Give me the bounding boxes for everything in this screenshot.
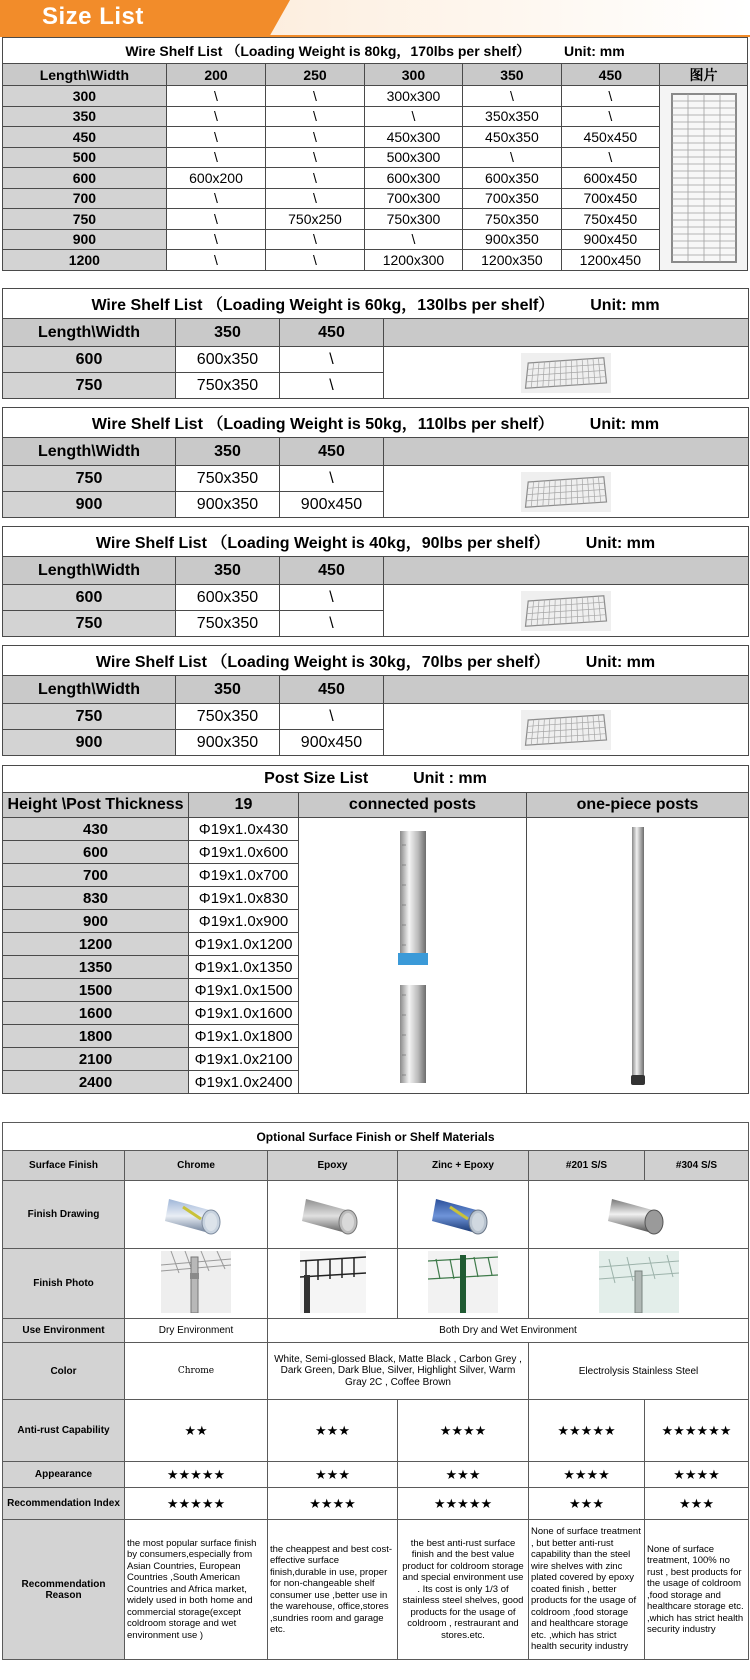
wire80-size-cell: \ bbox=[166, 106, 266, 127]
wire80-size-cell: 750x350 bbox=[463, 209, 561, 230]
post-height-cell: 900 bbox=[3, 910, 189, 933]
size-list-banner bbox=[0, 0, 750, 36]
wire80-title: Wire Shelf List （Loading Weight is 80kg，170lbs per shelf） bbox=[125, 42, 531, 59]
stainless-tube-icon bbox=[604, 1187, 674, 1239]
wire80-shelf-image bbox=[660, 86, 748, 271]
reason-201-ss: None of surface treatment , but better anti-rust capability than the steel wire shelves with zinc plated covered by epoxy coated finish , better products for the usage of coldroom ,food storage and healthcare storage etc. ,which has strict health security industry bbox=[529, 1520, 645, 1660]
wire80-size-cell: 1200x450 bbox=[561, 250, 659, 271]
wire80-size-cell: \ bbox=[463, 86, 561, 107]
wire80-size-cell: \ bbox=[364, 229, 462, 250]
wire80-size-cell: 500x300 bbox=[364, 147, 462, 168]
stainless-shelf-photo-icon bbox=[599, 1251, 679, 1313]
wire30-size-cell: 900x450 bbox=[280, 730, 384, 756]
wire40-row bbox=[3, 585, 749, 611]
epoxy-tube-icon bbox=[298, 1187, 368, 1239]
post-height-cell: 1800 bbox=[3, 1025, 189, 1048]
wire40-unit: Unit: mm bbox=[585, 535, 656, 552]
wire30-width-header: 350 bbox=[176, 676, 280, 704]
color-label: Color bbox=[3, 1343, 125, 1400]
wire80-length-cell: 750 bbox=[3, 209, 167, 230]
finish-photo-label: Finish Photo bbox=[3, 1249, 125, 1319]
wire80-size-cell: 750x300 bbox=[364, 209, 462, 230]
antirust-rating: ★★★★★ bbox=[529, 1400, 645, 1462]
recommend-rating: ★★★ bbox=[645, 1488, 749, 1520]
wire40-title: Wire Shelf List （Loading Weight is 40kg，90lbs per shelf） bbox=[95, 535, 550, 552]
post-height-cell: 600 bbox=[3, 841, 189, 864]
wire80-width-header: 350 bbox=[463, 64, 561, 86]
wire80-size-cell: \ bbox=[166, 188, 266, 209]
wire60-size-cell: 750x350 bbox=[176, 373, 280, 399]
wire60-row bbox=[3, 347, 749, 373]
antirust-label: Anti-rust Capability bbox=[3, 1400, 125, 1462]
wire60-image-header bbox=[384, 319, 749, 347]
connected-posts-header: connected posts bbox=[299, 793, 527, 818]
material-201-ss: #201 S/S bbox=[529, 1151, 645, 1181]
appearance-rating: ★★★ bbox=[268, 1462, 398, 1488]
chrome-drawing bbox=[125, 1181, 268, 1249]
wire-shelf-icon bbox=[521, 353, 611, 393]
wire60-title-cell bbox=[3, 289, 749, 319]
wire50-length-cell: 900 bbox=[3, 492, 176, 518]
material-epoxy: Epoxy bbox=[268, 1151, 398, 1181]
wire50-unit: Unit: mm bbox=[589, 416, 660, 433]
epoxy-photo bbox=[268, 1249, 398, 1319]
wire80-width-header: 250 bbox=[266, 64, 364, 86]
wire80-image-header: 图片 bbox=[660, 64, 748, 86]
wire40-size-cell: 600x350 bbox=[176, 585, 280, 611]
use-env-label: Use Environment bbox=[3, 1319, 125, 1343]
wire40-image-header bbox=[384, 557, 749, 585]
wire80-size-cell: \ bbox=[266, 250, 364, 271]
wire80-size-cell: \ bbox=[166, 86, 266, 107]
wire50-title: Wire Shelf List （Loading Weight is 50kg，110lbs per shelf） bbox=[91, 416, 554, 433]
wire80-size-cell: 750x450 bbox=[561, 209, 659, 230]
wire80-size-cell: 1200x350 bbox=[463, 250, 561, 271]
wire40-title-cell bbox=[3, 527, 749, 557]
wire40-width-header: 450 bbox=[280, 557, 384, 585]
color-epoxy: White, Semi-glossed Black, Matte Black , Carbon Grey , Dark Green, Dark Blue, Silver, Highlight Silver, Warm Gray 2C , Coffee Brown bbox=[268, 1343, 529, 1400]
recommend-index-label: Recommendation Index bbox=[3, 1488, 125, 1520]
recommend-rating: ★★★★★ bbox=[398, 1488, 529, 1520]
wire80-size-cell: 700x300 bbox=[364, 188, 462, 209]
banner-title: Size List bbox=[42, 3, 144, 30]
wire80-size-cell: \ bbox=[561, 86, 659, 107]
wire-shelf-80kg-table bbox=[2, 37, 748, 271]
post-title-cell bbox=[3, 766, 749, 793]
wire50-length-cell: 750 bbox=[3, 466, 176, 492]
color-chrome: Chrome bbox=[125, 1343, 268, 1400]
wire80-length-cell: 450 bbox=[3, 127, 167, 148]
wire80-size-cell: \ bbox=[266, 86, 364, 107]
wire80-size-cell: \ bbox=[266, 188, 364, 209]
post-height-cell: 2400 bbox=[3, 1071, 189, 1094]
wire80-size-cell: \ bbox=[266, 168, 364, 189]
wire40-size-cell: \ bbox=[280, 585, 384, 611]
post-spec-cell: Φ19x1.0x1500 bbox=[189, 979, 299, 1002]
post-spec-cell: Φ19x1.0x1800 bbox=[189, 1025, 299, 1048]
env-both: Both Dry and Wet Environment bbox=[268, 1319, 749, 1343]
post-spec-cell: Φ19x1.0x900 bbox=[189, 910, 299, 933]
wire80-length-cell: 500 bbox=[3, 147, 167, 168]
wire80-length-cell: 600 bbox=[3, 168, 167, 189]
wire60-length-cell: 750 bbox=[3, 373, 176, 399]
wire80-size-cell: 600x350 bbox=[463, 168, 561, 189]
wire30-width-header: 450 bbox=[280, 676, 384, 704]
wire80-size-cell: 600x450 bbox=[561, 168, 659, 189]
wire80-row bbox=[3, 86, 748, 107]
recommend-rating: ★★★★ bbox=[268, 1488, 398, 1520]
wire80-size-cell: \ bbox=[166, 209, 266, 230]
antirust-rating: ★★ bbox=[125, 1400, 268, 1462]
wire-shelf-60kg-table bbox=[2, 288, 749, 399]
wire40-corner-header: Length\Width bbox=[3, 557, 176, 585]
wire40-size-cell: 750x350 bbox=[176, 611, 280, 637]
wire80-corner-header: Length\Width bbox=[3, 64, 167, 86]
wire80-size-cell: 450x350 bbox=[463, 127, 561, 148]
wire80-size-cell: \ bbox=[166, 127, 266, 148]
post-height-cell: 1600 bbox=[3, 1002, 189, 1025]
wire50-width-header: 350 bbox=[176, 438, 280, 466]
wire30-image-header bbox=[384, 676, 749, 704]
ss-drawing bbox=[529, 1181, 749, 1249]
antirust-rating: ★★★ bbox=[268, 1400, 398, 1462]
post-spec-cell: Φ19x1.0x600 bbox=[189, 841, 299, 864]
wire50-width-header: 450 bbox=[280, 438, 384, 466]
onepiece-post-icon bbox=[618, 823, 658, 1089]
wire30-size-cell: \ bbox=[280, 704, 384, 730]
post-size-table bbox=[2, 765, 749, 1094]
finish-title: Optional Surface Finish or Shelf Materials bbox=[3, 1123, 749, 1151]
post-spec-cell: Φ19x1.0x700 bbox=[189, 864, 299, 887]
wire60-size-cell: \ bbox=[280, 373, 384, 399]
wire80-size-cell: 1200x300 bbox=[364, 250, 462, 271]
appearance-rating: ★★★★ bbox=[529, 1462, 645, 1488]
reason-chrome: the most popular surface finish by consumers,especially from Asian Countries, European Countries ,South American Countries and Africa market, widely used in both home and commercial storage(except coldroom storage and wet environment use ) bbox=[125, 1520, 268, 1660]
wire80-size-cell: \ bbox=[266, 229, 364, 250]
wire80-size-cell: 750x250 bbox=[266, 209, 364, 230]
wire80-size-cell: \ bbox=[166, 147, 266, 168]
wire80-size-cell: \ bbox=[266, 106, 364, 127]
material-zinc-epoxy: Zinc + Epoxy bbox=[398, 1151, 529, 1181]
wire80-width-header: 300 bbox=[364, 64, 462, 86]
wire40-shelf-image bbox=[384, 585, 749, 637]
wire80-size-cell: \ bbox=[166, 229, 266, 250]
tall-wire-shelf-icon bbox=[668, 90, 740, 266]
wire50-shelf-image bbox=[384, 466, 749, 518]
wire80-row bbox=[3, 229, 748, 250]
wire60-width-header: 350 bbox=[176, 319, 280, 347]
post-spec-cell: Φ19x1.0x2400 bbox=[189, 1071, 299, 1094]
post-height-cell: 1500 bbox=[3, 979, 189, 1002]
wire80-size-cell: 900x350 bbox=[463, 229, 561, 250]
wire50-size-cell: \ bbox=[280, 466, 384, 492]
post-height-cell: 700 bbox=[3, 864, 189, 887]
onepiece-posts-image bbox=[527, 818, 749, 1094]
wire80-size-cell: 600x200 bbox=[166, 168, 266, 189]
wire-shelf-icon bbox=[521, 710, 611, 750]
chrome-shelf-photo-icon bbox=[161, 1251, 231, 1313]
chrome-photo bbox=[125, 1249, 268, 1319]
wire80-width-header: 450 bbox=[561, 64, 659, 86]
wire80-row bbox=[3, 147, 748, 168]
wire60-length-cell: 600 bbox=[3, 347, 176, 373]
wire-shelf-icon bbox=[521, 591, 611, 631]
recommend-rating: ★★★ bbox=[529, 1488, 645, 1520]
post-height-cell: 1350 bbox=[3, 956, 189, 979]
color-ss: Electrolysis Stainless Steel bbox=[529, 1343, 749, 1400]
wire80-size-cell: \ bbox=[364, 106, 462, 127]
post-thickness-header: 19 bbox=[189, 793, 299, 818]
connected-post-icon bbox=[383, 825, 443, 1087]
wire60-size-cell: 600x350 bbox=[176, 347, 280, 373]
wire60-corner-header: Length\Width bbox=[3, 319, 176, 347]
wire40-width-header: 350 bbox=[176, 557, 280, 585]
post-title: Post Size List bbox=[264, 770, 369, 787]
wire50-size-cell: 750x350 bbox=[176, 466, 280, 492]
chrome-tube-icon bbox=[161, 1187, 231, 1239]
wire80-row bbox=[3, 168, 748, 189]
post-spec-cell: Φ19x1.0x1600 bbox=[189, 1002, 299, 1025]
wire80-width-header: 200 bbox=[166, 64, 266, 86]
appearance-rating: ★★★★ bbox=[645, 1462, 749, 1488]
wire50-size-cell: 900x350 bbox=[176, 492, 280, 518]
wire-shelf-40kg-table bbox=[2, 526, 749, 637]
post-height-cell: 2100 bbox=[3, 1048, 189, 1071]
zinc-epoxy-drawing bbox=[398, 1181, 529, 1249]
wire-shelf-30kg-table bbox=[2, 645, 749, 756]
wire80-row bbox=[3, 127, 748, 148]
reason-epoxy: the cheappest and best cost-effective surface finish,durable in use, proper for non-changeable shelf consumer use ,better use in the warehouse, office,stores ,sundries room and garage etc. bbox=[268, 1520, 398, 1660]
post-row bbox=[3, 818, 749, 841]
surface-finish-label: Surface Finish bbox=[3, 1151, 125, 1181]
material-304-ss: #304 S/S bbox=[645, 1151, 749, 1181]
recommend-rating: ★★★★★ bbox=[125, 1488, 268, 1520]
wire80-size-cell: \ bbox=[463, 147, 561, 168]
post-unit: Unit : mm bbox=[413, 770, 487, 787]
wire60-size-cell: \ bbox=[280, 347, 384, 373]
wire80-length-cell: 300 bbox=[3, 86, 167, 107]
wire80-length-cell: 1200 bbox=[3, 250, 167, 271]
wire30-length-cell: 900 bbox=[3, 730, 176, 756]
wire30-title-cell bbox=[3, 646, 749, 676]
wire80-title-cell bbox=[3, 38, 748, 64]
wire50-image-header bbox=[384, 438, 749, 466]
wire80-length-cell: 900 bbox=[3, 229, 167, 250]
wire30-row bbox=[3, 704, 749, 730]
appearance-label: Appearance bbox=[3, 1462, 125, 1488]
post-spec-cell: Φ19x1.0x430 bbox=[189, 818, 299, 841]
post-corner-header: Height \Post Thickness bbox=[3, 793, 189, 818]
ss-photo bbox=[529, 1249, 749, 1319]
reason-304-ss: None of surface treatment, 100% no rust , best products for the usage of coldroom ,food storage and healthcare storage etc. ,which has strict health security industry bbox=[645, 1520, 749, 1660]
wire80-size-cell: \ bbox=[561, 106, 659, 127]
wire40-length-cell: 600 bbox=[3, 585, 176, 611]
zinc-epoxy-photo bbox=[398, 1249, 529, 1319]
wire60-title: Wire Shelf List （Loading Weight is 60kg，130lbs per shelf） bbox=[91, 297, 555, 314]
connected-posts-image bbox=[299, 818, 527, 1094]
wire-shelf-icon bbox=[521, 472, 611, 512]
epoxy-shelf-photo-icon bbox=[300, 1251, 366, 1313]
wire30-title: Wire Shelf List （Loading Weight is 30kg，70lbs per shelf） bbox=[95, 654, 550, 671]
wire30-size-cell: 900x350 bbox=[176, 730, 280, 756]
zinc-epoxy-tube-icon bbox=[428, 1187, 498, 1239]
wire80-size-cell: 450x450 bbox=[561, 127, 659, 148]
wire30-unit: Unit: mm bbox=[585, 654, 656, 671]
post-spec-cell: Φ19x1.0x1350 bbox=[189, 956, 299, 979]
wire-shelf-50kg-table bbox=[2, 407, 749, 518]
wire80-size-cell: \ bbox=[166, 250, 266, 271]
antirust-rating: ★★★★ bbox=[398, 1400, 529, 1462]
wire50-size-cell: 900x450 bbox=[280, 492, 384, 518]
wire80-row bbox=[3, 250, 748, 271]
wire30-shelf-image bbox=[384, 704, 749, 756]
wire60-width-header: 450 bbox=[280, 319, 384, 347]
wire40-size-cell: \ bbox=[280, 611, 384, 637]
material-chrome: Chrome bbox=[125, 1151, 268, 1181]
wire80-row bbox=[3, 209, 748, 230]
appearance-rating: ★★★★★ bbox=[125, 1462, 268, 1488]
wire50-title-cell bbox=[3, 408, 749, 438]
post-spec-cell: Φ19x1.0x1200 bbox=[189, 933, 299, 956]
surface-finish-table bbox=[2, 1122, 749, 1660]
env-dry: Dry Environment bbox=[125, 1319, 268, 1343]
wire30-size-cell: 750x350 bbox=[176, 704, 280, 730]
reason-zinc-epoxy: the best anti-rust surface finish and the best value product for coldroom storage and special environment use . Its cost is only 1/3 of stainless steel shelves, good products for the usage of coldroom , restraurant and stores.etc. bbox=[398, 1520, 529, 1660]
wire80-size-cell: 350x350 bbox=[463, 106, 561, 127]
recommend-reason-label: Recommendation Reason bbox=[3, 1520, 125, 1660]
post-height-cell: 1200 bbox=[3, 933, 189, 956]
wire80-size-cell: 700x450 bbox=[561, 188, 659, 209]
wire80-size-cell: 700x350 bbox=[463, 188, 561, 209]
post-spec-cell: Φ19x1.0x2100 bbox=[189, 1048, 299, 1071]
onepiece-posts-header: one-piece posts bbox=[527, 793, 749, 818]
wire80-length-cell: 700 bbox=[3, 188, 167, 209]
wire80-size-cell: 450x300 bbox=[364, 127, 462, 148]
wire60-shelf-image bbox=[384, 347, 749, 399]
wire80-size-cell: \ bbox=[266, 127, 364, 148]
wire80-size-cell: 600x300 bbox=[364, 168, 462, 189]
wire60-unit: Unit: mm bbox=[590, 297, 660, 314]
wire80-size-cell: 900x450 bbox=[561, 229, 659, 250]
post-height-cell: 430 bbox=[3, 818, 189, 841]
zinc-epoxy-shelf-photo-icon bbox=[428, 1251, 498, 1313]
post-height-cell: 830 bbox=[3, 887, 189, 910]
wire80-row bbox=[3, 106, 748, 127]
finish-drawing-label: Finish Drawing bbox=[3, 1181, 125, 1249]
wire30-corner-header: Length\Width bbox=[3, 676, 176, 704]
wire80-unit: Unit: mm bbox=[564, 42, 625, 59]
post-spec-cell: Φ19x1.0x830 bbox=[189, 887, 299, 910]
wire80-size-cell: 300x300 bbox=[364, 86, 462, 107]
appearance-rating: ★★★ bbox=[398, 1462, 529, 1488]
antirust-rating: ★★★★★★ bbox=[645, 1400, 749, 1462]
wire50-row bbox=[3, 466, 749, 492]
wire80-length-cell: 350 bbox=[3, 106, 167, 127]
wire80-size-cell: \ bbox=[266, 147, 364, 168]
wire30-length-cell: 750 bbox=[3, 704, 176, 730]
wire40-length-cell: 750 bbox=[3, 611, 176, 637]
wire80-row bbox=[3, 188, 748, 209]
wire80-size-cell: \ bbox=[561, 147, 659, 168]
epoxy-drawing bbox=[268, 1181, 398, 1249]
wire50-corner-header: Length\Width bbox=[3, 438, 176, 466]
